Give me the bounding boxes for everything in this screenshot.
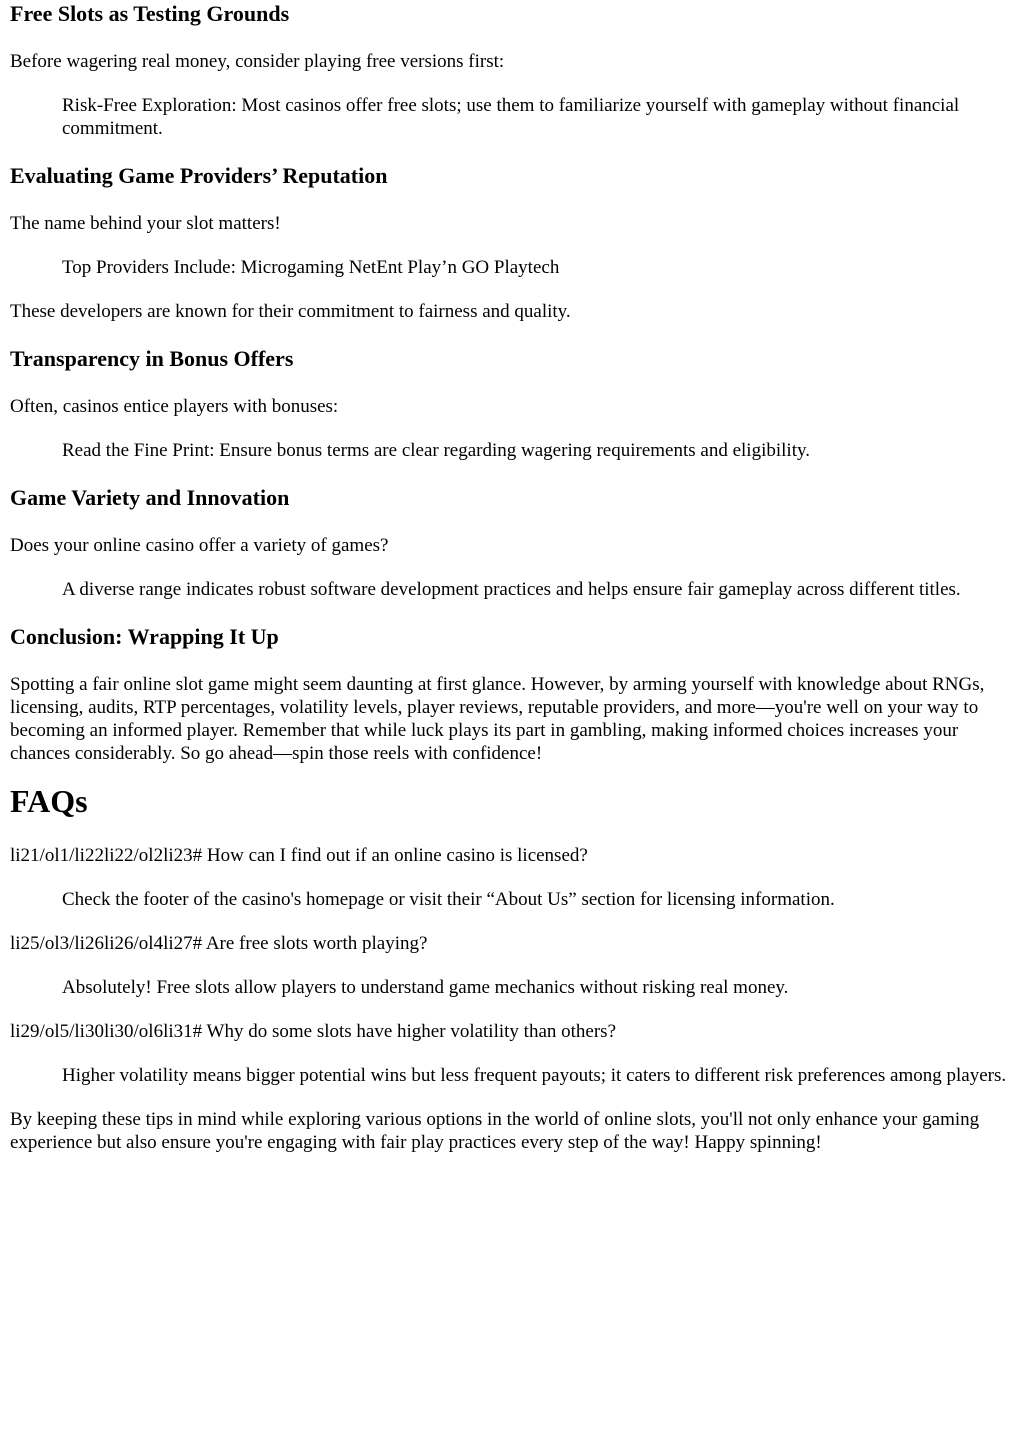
faq-question: li25/ol3/li26li26/ol4li27# Are free slots worth playing? [10, 933, 428, 954]
section-quote-free-slots: Risk-Free Exploration: Most casinos offer free slots; use them to familiarize yourself with gameplay without financial commitment. [62, 95, 960, 139]
faq-answer: Higher volatility means bigger potential wins but less frequent payouts; it caters to different risk preferences among players. [62, 1065, 1007, 1086]
faq-question: li21/ol1/li22li22/ol2li23# How can I find out if an online casino is licensed? [10, 845, 588, 866]
faqs-closing: By keeping these tips in mind while exploring various options in the world of online slots, you'll not only enhance your gaming experience but also ensure you're engaging with fair play practices every step of the way! Happy spinning! [10, 1109, 980, 1153]
section-intro-free-slots: Before wagering real money, consider playing free versions first: [10, 51, 505, 72]
section-quote-providers: Top Providers Include: Microgaming NetEnt Play’n GO Playtech [62, 257, 560, 278]
section-intro-providers: The name behind your slot matters! [10, 213, 281, 234]
section-quote-bonus: Read the Fine Print: Ensure bonus terms are clear regarding wagering requirements and eligibility. [62, 440, 810, 461]
section-intro-bonus: Often, casinos entice players with bonuses: [10, 396, 339, 417]
faq-question: li29/ol5/li30li30/ol6li31# Why do some slots have higher volatility than others? [10, 1021, 617, 1042]
section-after-providers: These developers are known for their commitment to fairness and quality. [10, 301, 571, 322]
faq-answer: Absolutely! Free slots allow players to understand game mechanics without risking real money. [62, 977, 789, 998]
section-intro-variety: Does your online casino offer a variety of games? [10, 535, 389, 556]
faqs-title: FAQs [10, 783, 88, 819]
section-heading-free-slots: Free Slots as Testing Grounds [10, 1, 290, 26]
section-heading-variety: Game Variety and Innovation [10, 485, 290, 510]
section-intro-conclusion: Spotting a fair online slot game might seem daunting at first glance. However, by arming yourself with knowledge about RNGs, licensing, audits, RTP percentages, volatility levels, player reviews, reputable providers, and more—you're well on your way to becoming an informed player. Remember that while luck plays its part in gambling, making informed choices increases your chances considerably. So go ahead—spin those reels with confidence! [10, 674, 985, 764]
section-heading-providers: Evaluating Game Providers’ Reputation [10, 163, 388, 188]
section-heading-conclusion: Conclusion: Wrapping It Up [10, 624, 279, 649]
section-heading-bonus: Transparency in Bonus Offers [10, 346, 294, 371]
faq-answer: Check the footer of the casino's homepage or visit their “About Us” section for licensing information. [62, 889, 835, 910]
section-quote-variety: A diverse range indicates robust software development practices and helps ensure fair gameplay across different titles. [62, 579, 961, 600]
